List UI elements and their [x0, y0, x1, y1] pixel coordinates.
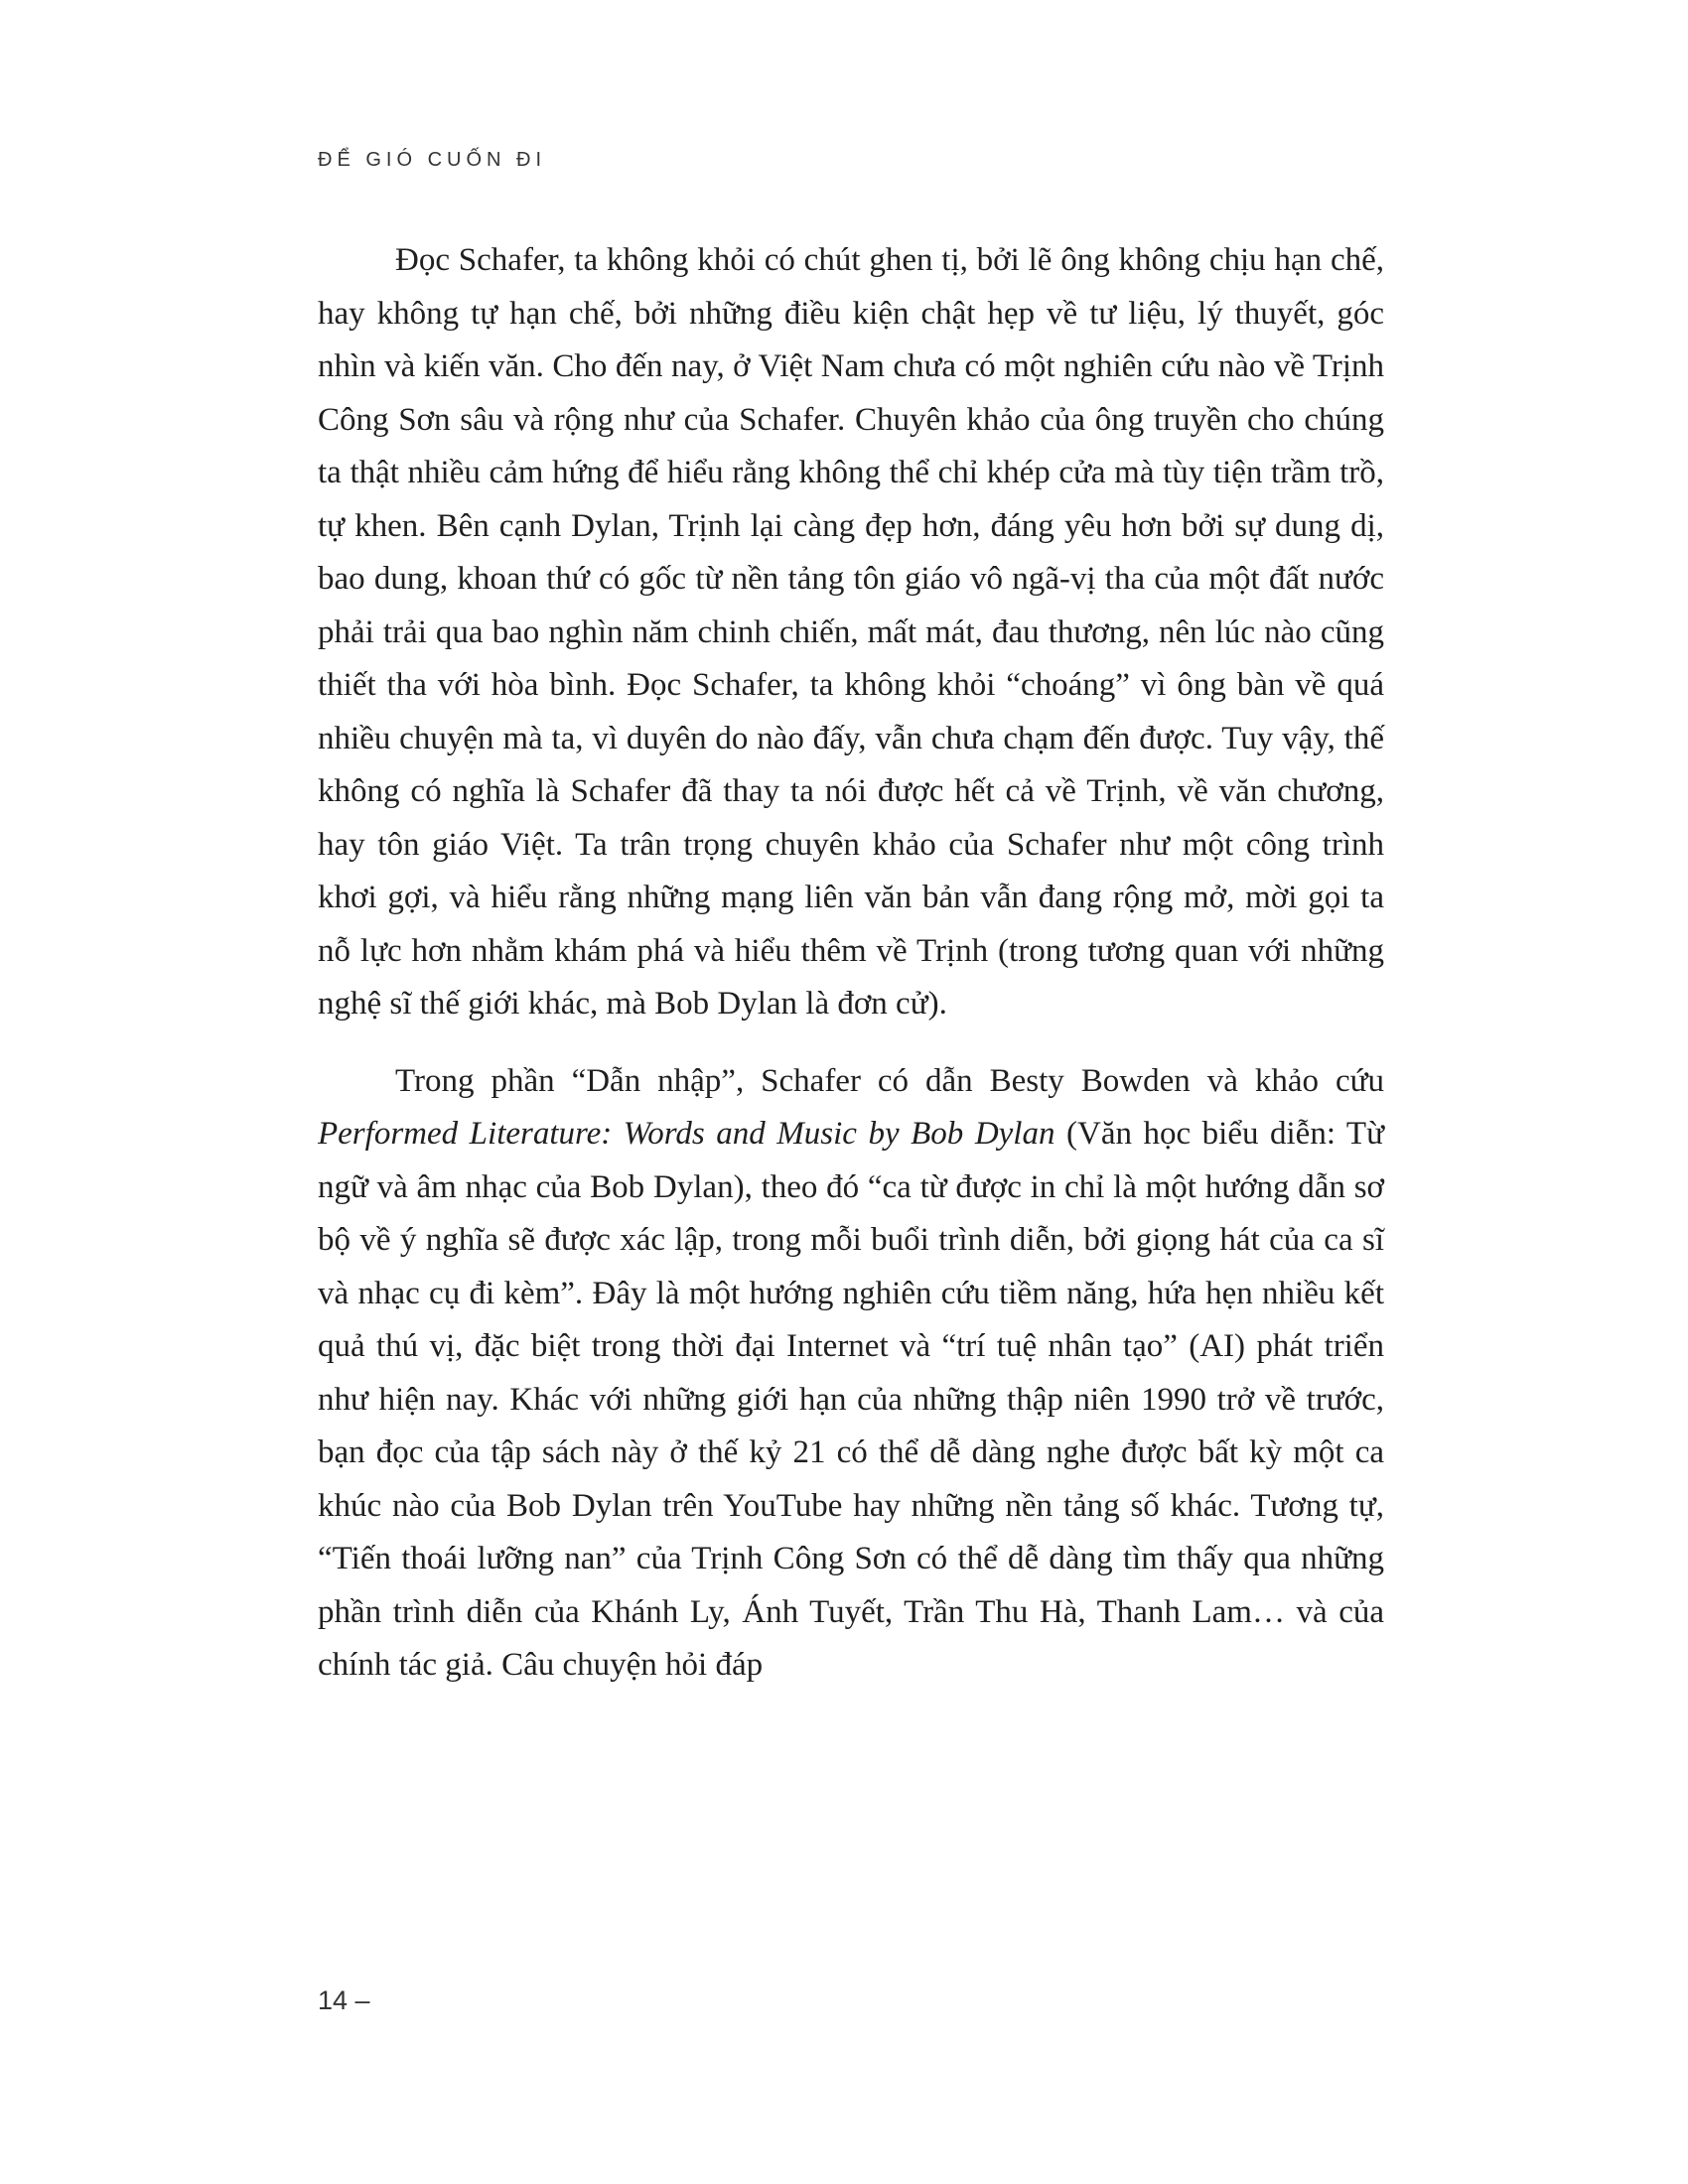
paragraph-2-lead: Trong phần “Dẫn nhập”, Schafer có dẫn Besty Bowden và khảo cứu — [395, 1062, 1384, 1099]
paragraph-1: Đọc Schafer, ta không khỏi có chút ghen tị, bởi lẽ ông không chịu hạn chế, hay không tự hạn chế, bởi những điều kiện chật hẹp về tư liệu, lý thuyết, góc nhìn và kiến văn. Cho đến nay, ở Việt Nam chưa có một nghiên cứu nào về Trịnh Công Sơn sâu và rộng như của Schafer. Chuyên khảo của ông truyền cho chúng ta thật nhiều cảm hứng để hiểu rằng không thể chỉ khép cửa mà tùy tiện trầm trồ, tự khen. Bên cạnh Dylan, Trịnh lại càng đẹp hơn, đáng yêu hơn bởi sự dung dị, bao dung, khoan thứ có gốc từ nền tảng tôn giáo vô ngã-vị tha của một đất nước phải trải qua bao nghìn năm chinh chiến, mất mát, đau thương, nên lúc nào cũng thiết tha với hòa bình. Đọc Schafer, ta không khỏi “choáng” vì ông bàn về quá nhiều chuyện mà ta, vì duyên do nào đấy, vẫn chưa chạm đến được. Tuy vậy, thế không có nghĩa là Schafer đã thay ta nói được hết cả về Trịnh, về văn chương, hay tôn giáo Việt. Ta trân trọng chuyên khảo của Schafer như một công trình khơi gợi, và hiểu rằng những mạng liên văn bản vẫn đang rộng mở, mời gọi ta nỗ lực hơn nhằm khám phá và hiểu thêm về Trịnh (trong tương quan với những nghệ sĩ thế giới khác, mà Bob Dylan là đơn cử). — [318, 242, 1384, 1022]
paragraph-2-rest: (Văn học biểu diễn: Từ ngữ và âm nhạc của Bob Dylan), theo đó “ca từ được in chỉ là một hướng dẫn sơ bộ về ý nghĩa sẽ được xác lập, trong mỗi buổi trình diễn, bởi giọng hát của ca sĩ và nhạc cụ đi kèm”. Đây là một hướng nghiên cứu tiềm năng, hứa hẹn nhiều kết quả thú vị, đặc biệt trong thời đại Internet và “trí tuệ nhân tạo” (AI) phát triển như hiện nay. Khác với những giới hạn của những thập niên 1990 trở về trước, bạn đọc của tập sách này ở thế kỷ 21 có thể dễ dàng nghe được bất kỳ một ca khúc nào của Bob Dylan trên YouTube hay những nền tảng số khác. Tương tự, “Tiến thoái lưỡng nan” của Trịnh Công Sơn có thể dễ dàng tìm thấy qua những phần trình diễn của Khánh Ly, Ánh Tuyết, Trần Thu Hà, Thanh Lam… và của chính tác giả. Câu chuyện hỏi đáp — [318, 1116, 1384, 1683]
running-header: ĐỂ GIÓ CUỐN ĐI — [318, 149, 547, 171]
paragraph-2 — [318, 1055, 1384, 1693]
book-title: Performed Literature: Words and Music by Bob Dylan — [318, 1116, 1055, 1152]
page-number: 14 – — [318, 1985, 370, 2015]
body-text — [318, 234, 1384, 1693]
